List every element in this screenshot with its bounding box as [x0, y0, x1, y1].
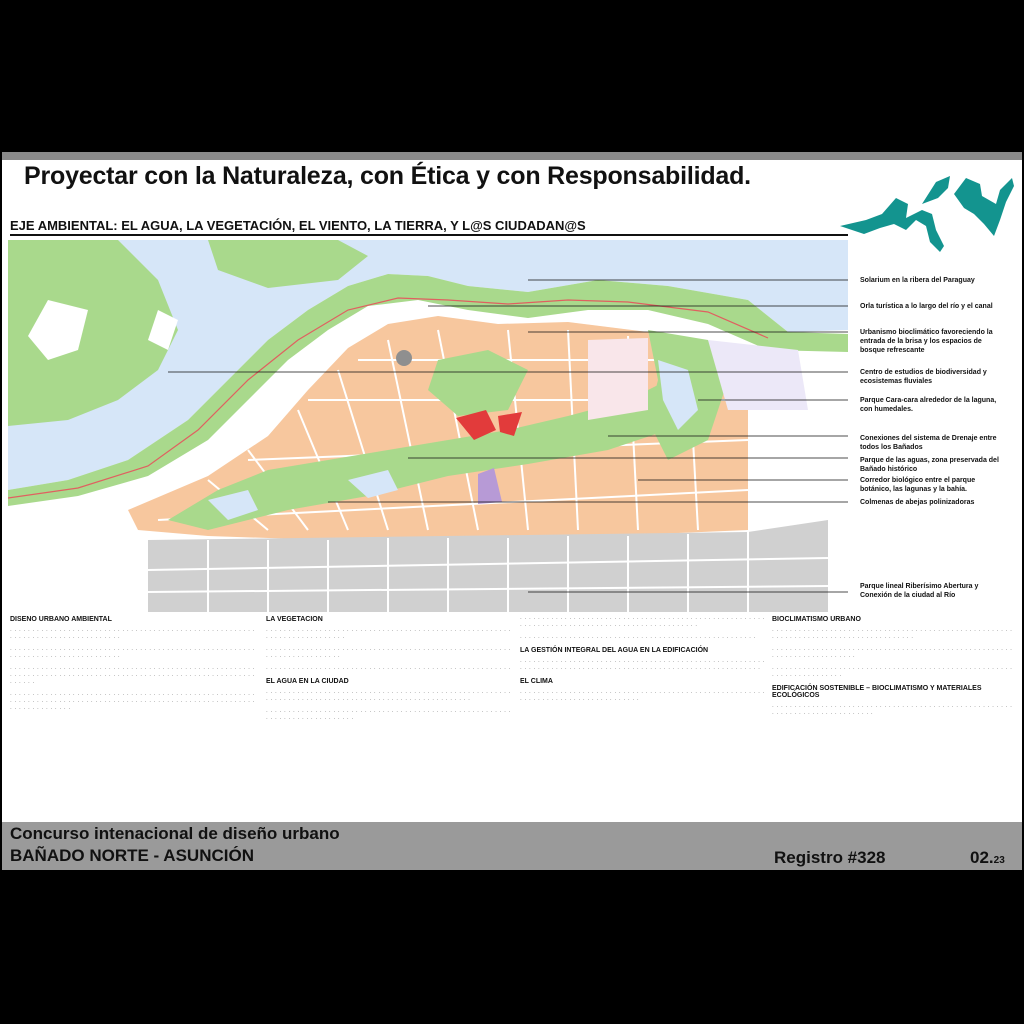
text-columns: [10, 616, 1016, 806]
footer-bar: [2, 822, 1022, 870]
callout-parque-lineal: Parque lineal Riberísimo Abertura y Conexión de la ciudad al Río: [860, 583, 979, 599]
section-subtitle: EJE AMBIENTAL: EL AGUA, LA VEGETACIÓN, EL VIENTO, LA TIERRA, Y L@S CIUDADAN@S: [10, 218, 586, 233]
page-current: 02.: [970, 848, 994, 867]
urban-plan-map: [8, 240, 848, 612]
column-vegetacion-agua: LA VEGETACIÓN · · · · · · · · · · · · · · · · · · · · · · · · · · · · · · · · · · · · · · · · · · · · · · · · · · · · · · · · · · · · · · · · · · · · · · · · · · · · · · · · · · · · · · · · · · · · · · · · · · · · · · · · · · · · · · · · · · · · · · · · · · · · · · · · · · · · · · · · · · · · · · · · · · · · · · · · · · · · · · · · · · · · · · · · · · · · · · · · · · · · · · · · · · · · · · · · · · · · · · · · EL AGUA EN LA CIUDAD · · · · · · · · · · · · · · · · · · · · · · · · · · · · · · · · · · · · · · · · · · · · · · · · · · · · · · · · · · · · · · · · · · · · · · · · · · · · · · · · · · · · · · · · · · · · · · · · · · · · · · · · · · · · · · · · · · · · · · · · · · · · · · · · · · · · · · · · · · · · · · · · · · · · · · · · · · · · · · · · · · · · · · · · · · · · · · · ·: [266, 616, 514, 806]
subtitle-underline: [10, 234, 848, 236]
heading-bioclimatismo: BIOCLIMATISMO URBANO: [772, 616, 861, 623]
column-gestion-clima: · · · · · · · · · · · · · · · · · · · · · · · · · · · · · · · · · · · · · · · · · · · · · · · · · · · · · · · · · · · · · · · · · · · · · · · · · · · · · · · · · · · · · · · · · · · · · · · · · · · · · · · · · · · · · · · · · · · · · · · · · · · · · · · · · · · · · · · · · · · · · · · · · · · · LA GESTIÓN INTEGRAL DEL AGUA EN LA EDIFICACIÓN · · · · · · · · · · · · · · · · · · · · · · · · · · · · · · · · · · · · · · · · · · · · · · · · · · · · · · · · · · · · · · · · · · · · · · · · · · · · · · · · · · · · · · · · · · · · · · · · · · · · · · · · · · · · · EL CLIMA · · · · · · · · · · · · · · · · · · · · · · · · · · · · · · · · · · · · · · · · · · · · · · · · · · · · · · · · · · · · · · · · · · · · · · · · · · · · · · · · · ·: [520, 616, 768, 806]
callout-centro-estudios: Centro de estudios de biodiversidad y ecosistemas fluviales: [860, 369, 987, 385]
column-diseno: DISEÑO URBANO AMBIENTAL · · · · · · · · · · · · · · · · · · · · · · · · · · · · · · · · · · · · · · · · · · · · · · · · · · · · · · · · · · · · · · · · · · · · · · · · · · · · · · · · · · · · · · · · · · · · · · · · · · · · · · · · · · · · · · · · · · · · · · · · · · · · · · · · · · · · · · · · · · · · · · · · · · · · · · · · · · · · · · · · · · · · · · · · · · · · · · · · · · · · · · · · · · · · · · · · · · · · · · · · · · · · · · · · · · · · · · · · · · · · · · · · · · · · · · · · · · · · · · · · · · · · · · · · · · · · · · · · · · · · · · · · · · · · · · · · · · · · · · · · · · · · · · · · · · · · · · · · · · · · · · · · · · · · · · · · · · · · · · · · · · · · · · · · · · · · · · · · · · · · · · · · · · · · · · · · · · · · · · · · · · · · · · · · · · · · · · · · · · · · · · · · · · · · · · · · · · · · · · · ·: [10, 616, 258, 806]
callout-corredor-biologico: Corredor biológico entre el parque botánico, las lagunas y la bahía.: [860, 477, 976, 493]
heading-vegetacion: LA VEGETACIÓN: [266, 616, 323, 623]
heading-gestion-agua: LA GESTIÓN INTEGRAL DEL AGUA EN LA EDIFICACIÓN: [520, 647, 709, 654]
registro-number: Registro #328: [774, 848, 886, 867]
heading-clima: EL CLIMA: [520, 678, 553, 685]
page-total: 23: [993, 855, 1005, 866]
callout-parque-aguas: Parque de las aguas, zona preservada del Bañado histórico: [860, 457, 999, 473]
heading-agua-ciudad: EL AGUA EN LA CIUDAD: [266, 678, 349, 685]
callout-drenaje: Conexiones del sistema de Drenaje entre todos los Bañados: [860, 435, 997, 451]
callout-solarium: Solarium en la ribera del Paraguay: [860, 277, 975, 284]
heading-edificacion-sostenible: EDIFICACIÓN SOSTENIBLE – BIOCLIMATISMO Y MATERIALES ECOLÓGICOS: [772, 685, 982, 699]
top-bar: [2, 152, 1022, 160]
column-bioclimatismo: BIOCLIMATISMO URBANO · · · · · · · · · · · · · · · · · · · · · · · · · · · · · · · · · · · · · · · · · · · · · · · · · · · · · · · · · · · · · · · · · · · · · · · · · · · · · · · · · · · · · · · · · · · · · · · · · · · · · · · · · · · · · · · · · · · · · · · · · · · · · · · · · · · · · · · · · · · · · · · · · · · · · · · · · · · · · · · · · · · · · · · · · · · · · · · · · · · · · · · · · · · · · · · · · · · · · · · · · · · · · · · · · · · · · · · · · · · · · · · · · · · · · EDIFICACIÓN SOSTENIBLE – BIOCLIMATISMO Y MATERIALES ECOLÓGICOS · · · · · · · · · · · · · · · · · · · · · · · · · · · · · · · · · · · · · · · · · · · · · · · · · · · · · · · · · · · · · · · · · · · · · · · · · · · · ·: [772, 616, 1016, 806]
project-location: BAÑADO NORTE - ASUNCIÓN: [10, 846, 254, 865]
page-number: [970, 848, 1005, 868]
plan-sheet: [2, 152, 1022, 870]
contest-name: Concurso intenacional de diseño urbano: [10, 824, 340, 843]
heading-diseno-urbano: DISEÑO URBANO AMBIENTAL: [10, 616, 112, 623]
callout-orla-turistica: Orla turística a lo largo del río y el canal: [860, 303, 993, 310]
callout-parque-cara-cara: Parque Cara-cara alrededor de la laguna, con humedales.: [860, 397, 997, 413]
callout-colmenas: Colmenas de abejas polinizadoras: [860, 499, 975, 506]
callout-urbanismo-bioclimatico: Urbanismo bioclimático favoreciendo la entrada de la brisa y los espacios de bosque refrescante: [860, 329, 993, 354]
brand-logo-icon: [836, 164, 1016, 254]
page-title: Proyectar con la Naturaleza, con Ética y con Responsabilidad.: [24, 162, 751, 190]
